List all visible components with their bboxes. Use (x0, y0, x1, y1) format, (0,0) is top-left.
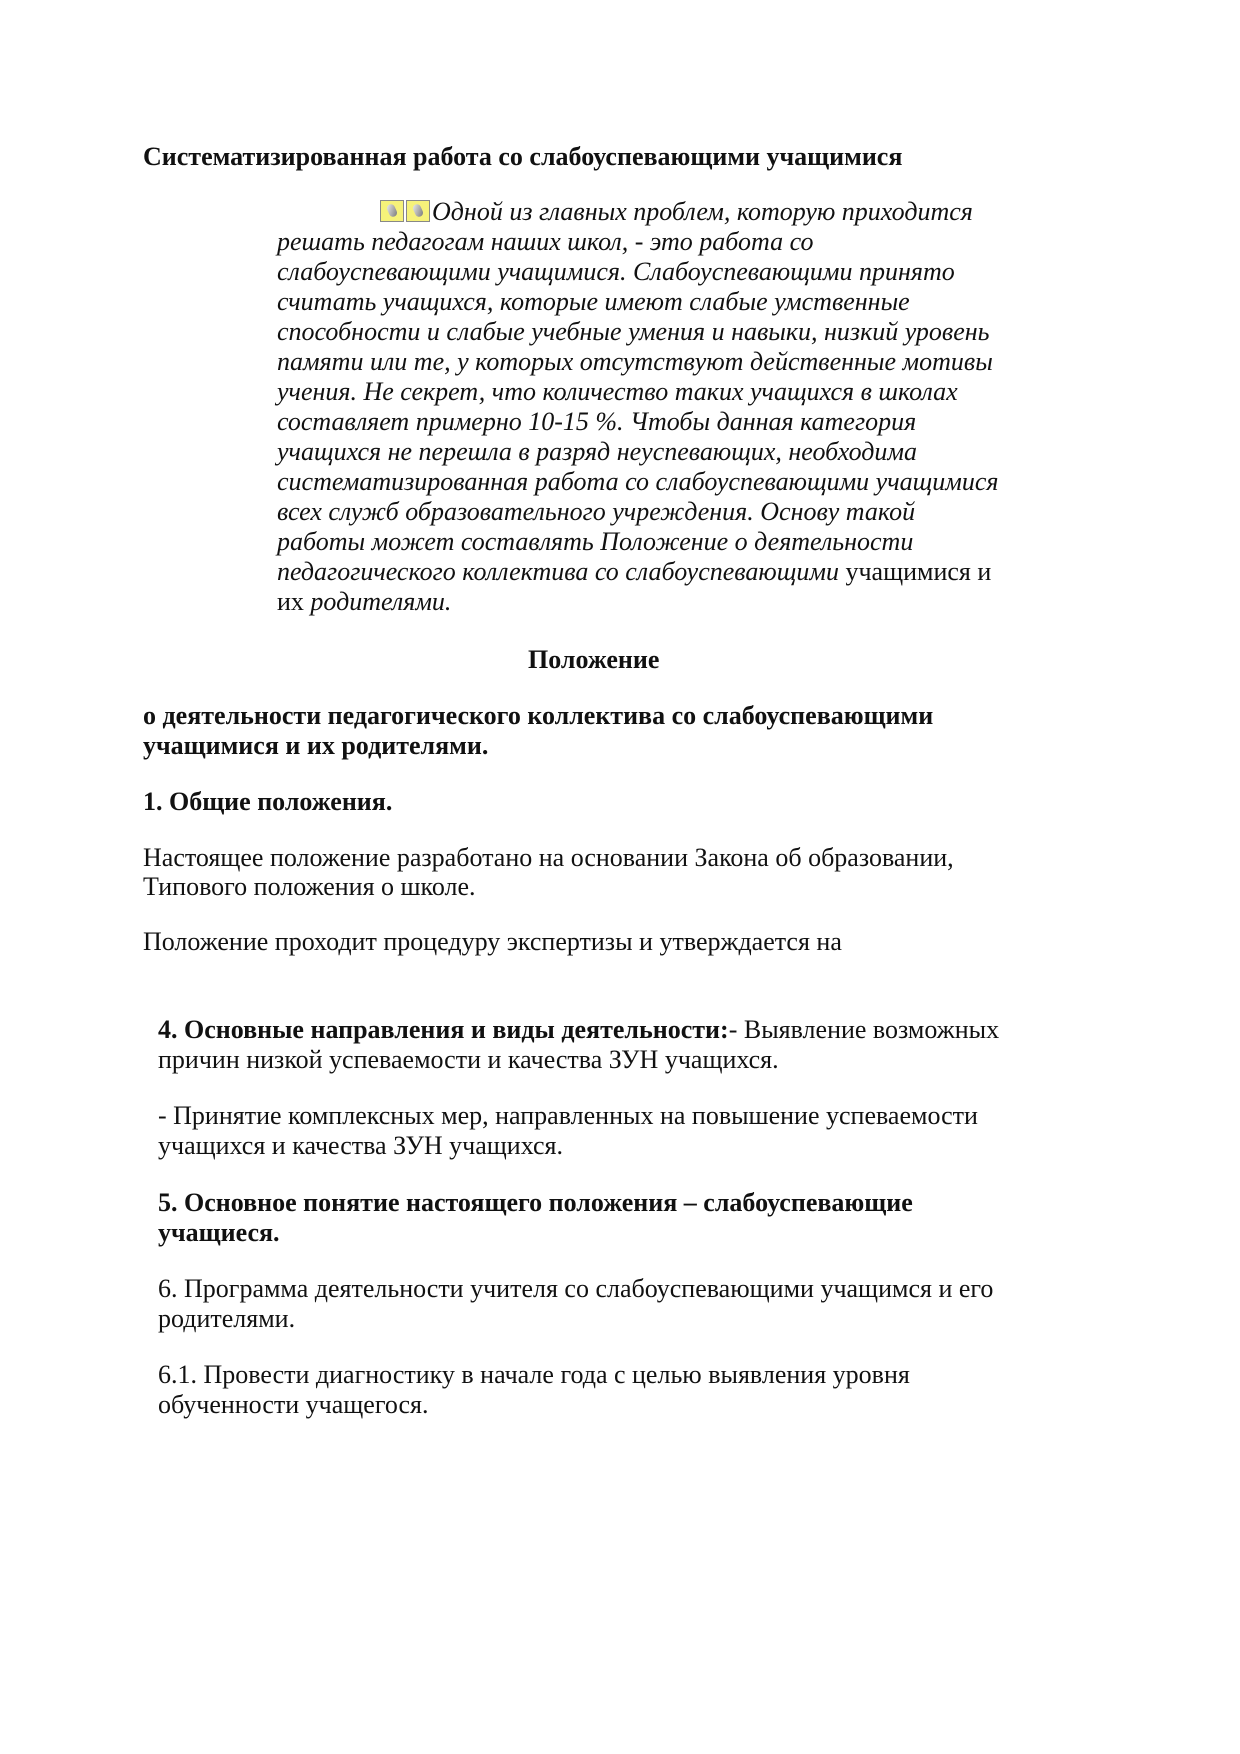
intro-line: работы может составлять Положение о деятельности (277, 527, 914, 556)
section-1-text: Положение проходит процедуру экспертизы и утверждается на (143, 927, 842, 956)
section-4-text: - Выявление возможных (728, 1015, 1000, 1044)
intro-line: памяти или те, у которых отсутствуют действенные мотивы (277, 347, 993, 376)
paperclip-icon (406, 200, 430, 222)
intro-text-regular: их (277, 587, 304, 616)
regulation-heading: Положение (528, 645, 660, 674)
section-4-text: учащихся и качества ЗУН учащихся. (158, 1131, 563, 1160)
intro-line: учения. Не секрет, что количество таких учащихся в школах (277, 377, 958, 406)
intro-text: Одной из главных проблем, которую приходится (432, 197, 973, 226)
intro-line: систематизированная работа со слабоуспевающими учащимися (277, 467, 999, 496)
intro-line (277, 587, 451, 617)
intro-line (277, 557, 991, 587)
intro-line: всех служб образовательного учреждения. Основу такой (277, 497, 916, 526)
regulation-subheading: учащимися и их родителями. (143, 731, 489, 760)
section-1-heading: 1. Общие положения. (143, 787, 393, 816)
section-5-heading: учащиеся. (158, 1218, 280, 1247)
intro-text-regular: учащимися и (845, 557, 992, 586)
intro-line: учащихся не перешла в разряд неуспевающих, необходима (277, 437, 917, 466)
section-4-text: - Принятие комплексных мер, направленных на повышение успеваемости (158, 1101, 978, 1130)
section-5-heading: 5. Основное понятие настоящего положения – слабоуспевающие (158, 1188, 913, 1217)
section-1-text: Настоящее положение разработано на основании Закона об образовании, (143, 843, 954, 872)
section-1-text: Типового положения о школе. (143, 872, 476, 901)
section-4-line (158, 1015, 999, 1045)
section-6-text: 6. Программа деятельности учителя со слабоуспевающими учащимся и его (158, 1274, 994, 1303)
intro-line (380, 197, 973, 227)
section-6-1-text: обученности учащегося. (158, 1390, 429, 1419)
section-6-text: родителями. (158, 1304, 296, 1333)
document-title: Систематизированная работа со слабоуспевающими учащимися (143, 142, 903, 171)
intro-line: считать учащихся, которые имеют слабые умственные (277, 287, 910, 316)
intro-line: слабоуспевающими учащимися. Слабоуспевающими принято (277, 257, 955, 286)
intro-text-italic: педагогического коллектива со слабоуспевающими (277, 557, 839, 586)
intro-text-italic: родителями. (310, 587, 452, 616)
intro-line: способности и слабые учебные умения и навыки, низкий уровень (277, 317, 990, 346)
section-6-1-text: 6.1. Провести диагностику в начале года с целью выявления уровня (158, 1360, 910, 1389)
intro-line: решать педагогам наших школ, - это работа со (277, 227, 814, 256)
section-4-heading: 4. Основные направления и виды деятельности: (158, 1015, 729, 1044)
intro-line: составляет примерно 10-15 %. Чтобы данная категория (277, 407, 917, 436)
regulation-subheading: о деятельности педагогического коллектива со слабоуспевающими (143, 701, 934, 730)
section-4-text: причин низкой успеваемости и качества ЗУН учащихся. (158, 1045, 779, 1074)
paperclip-icon (380, 200, 404, 222)
